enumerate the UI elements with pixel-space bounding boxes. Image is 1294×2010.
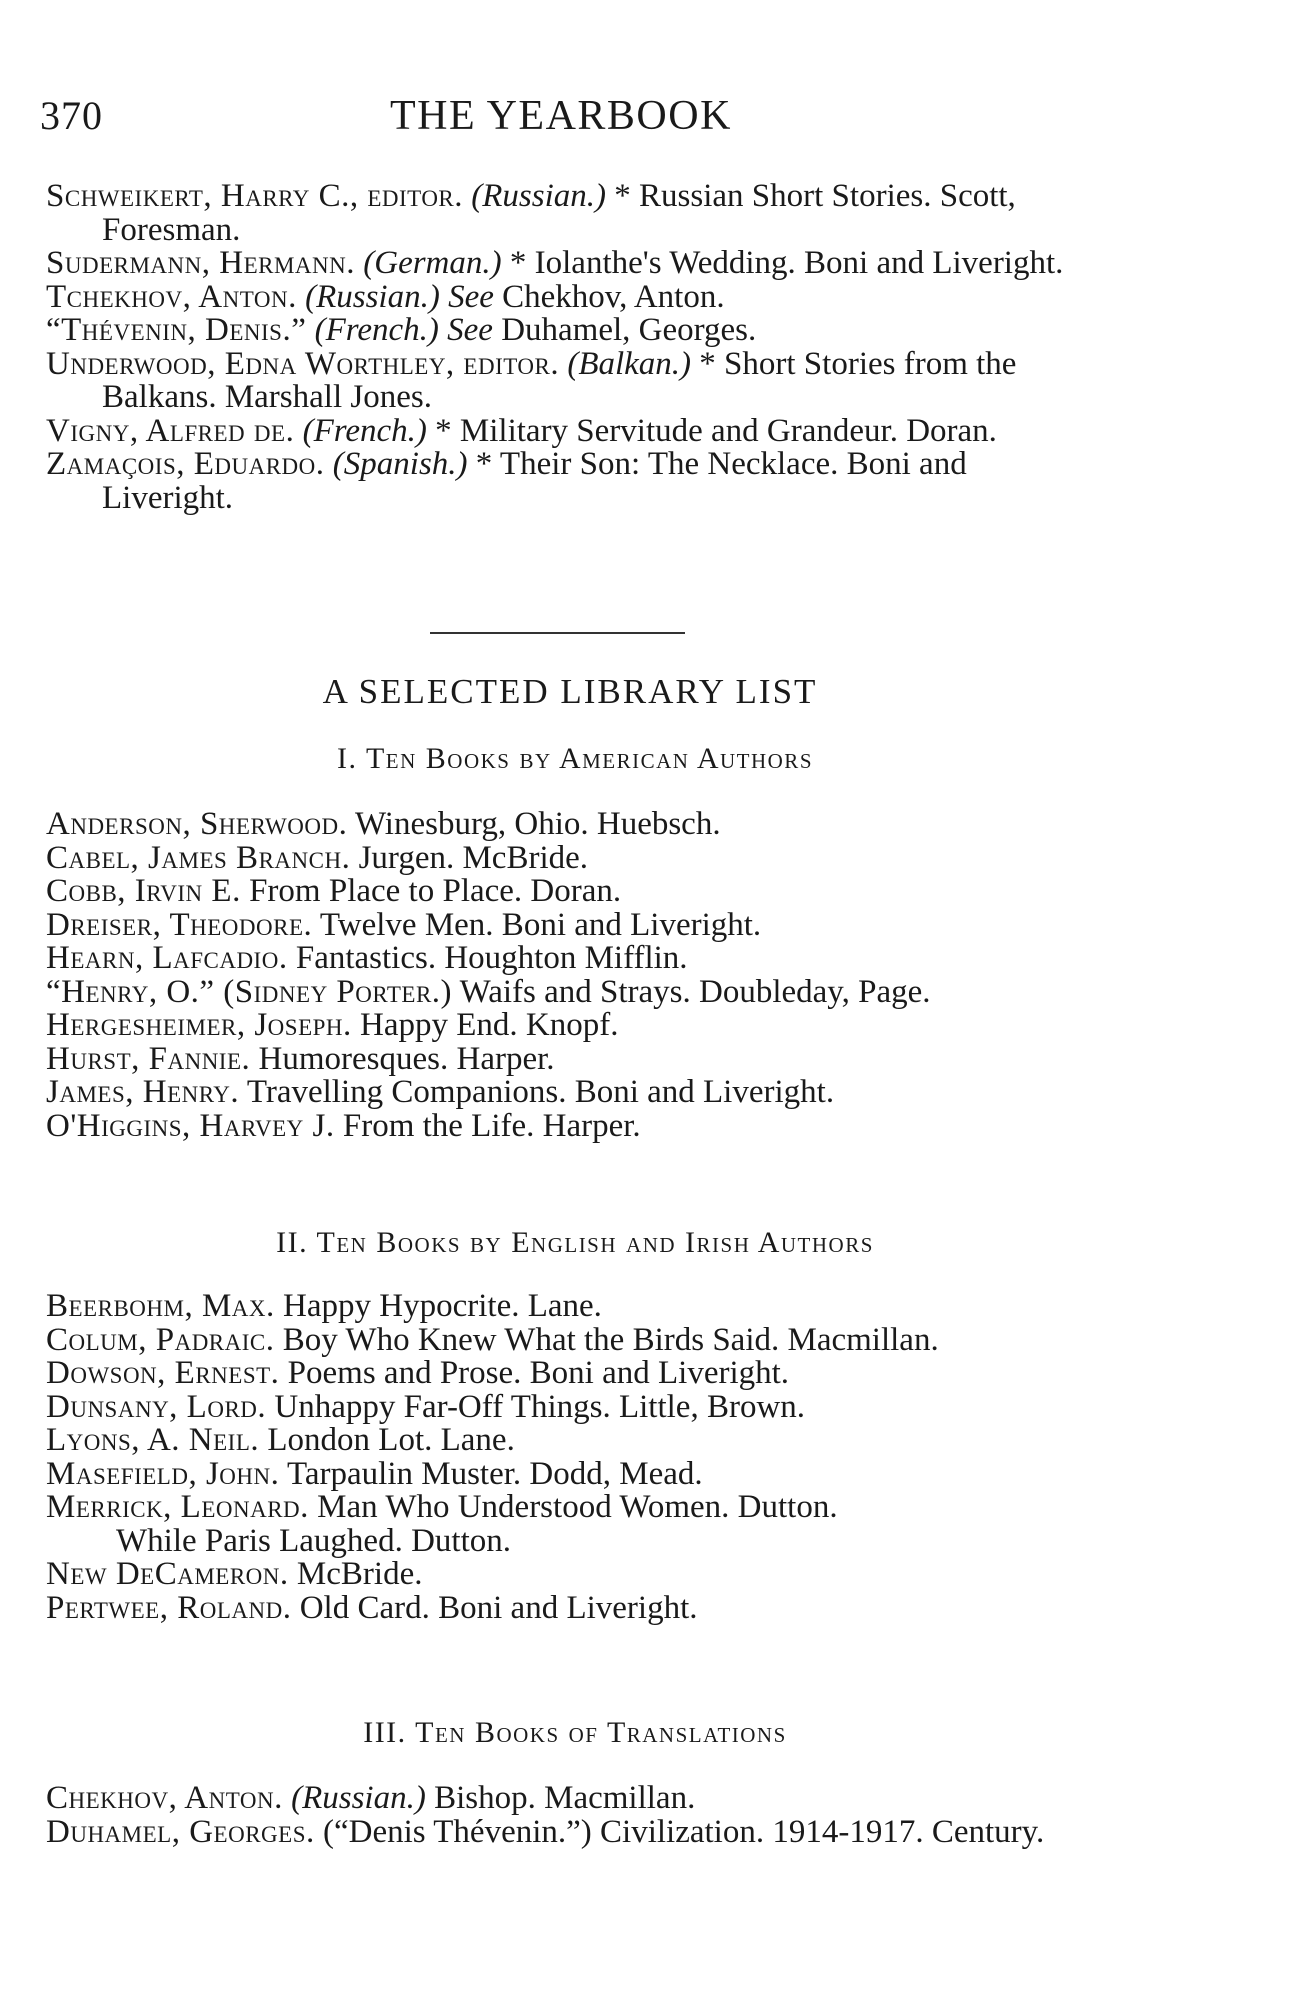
list-item: Chekhov, Anton. (Russian.) Bishop. Macmillan. <box>46 1780 696 1816</box>
running-head <box>40 92 1080 152</box>
list-item: Tchekhov, Anton. (Russian.) See Chekhov, Anton. <box>46 278 725 315</box>
library-list-title: A SELECTED LIBRARY LIST <box>322 672 818 711</box>
list-item: James, Henry. Travelling Companions. Boni and Liveright. <box>46 1074 835 1110</box>
list-item: Merrick, Leonard. Man Who Understood Women. Dutton. <box>46 1489 838 1525</box>
list-item: Hurst, Fannie. Humoresques. Harper. <box>46 1040 555 1077</box>
list-item: “Thévenin, Denis.” (French.) See Duhamel, Georges. <box>46 312 757 348</box>
list-item: Dreiser, Theodore. Twelve Men. Boni and Liveright. <box>46 906 762 943</box>
top-entry-list <box>46 180 1086 515</box>
list-item: Dunsany, Lord. Unhappy Far-Off Things. Little, Brown. <box>46 1388 806 1425</box>
list-item: Hearn, Lafcadio. Fantastics. Houghton Mifflin. <box>46 940 688 976</box>
list-item: Beerbohm, Max. Happy Hypocrite. Lane. <box>46 1288 602 1324</box>
list-item: Schweikert, Harry C., editor. (Russian.) * Russian Short Stories. Scott, Foresman. <box>46 178 1016 248</box>
section-heading-american: I. Ten Books by American Authors <box>337 742 813 775</box>
section-divider <box>430 632 685 634</box>
english-irish-authors-list <box>46 1290 1086 1625</box>
list-item: New DeCameron. McBride. <box>46 1556 423 1592</box>
list-item: Masefield, John. Tarpaulin Muster. Dodd, Mead. <box>46 1455 703 1492</box>
list-item: Zamaçois, Eduardo. (Spanish.) * Their Son: The Necklace. Boni and Liveright. <box>46 446 967 516</box>
page-number: 370 <box>40 93 103 138</box>
section-heading-english-irish: II. Ten Books by English and Irish Authors <box>276 1226 874 1259</box>
list-item: Sudermann, Hermann. (German.) * Iolanthe's Wedding. Boni and Liveright. <box>46 245 1064 281</box>
list-item: Pertwee, Roland. Old Card. Boni and Liveright. <box>46 1589 698 1626</box>
list-item: Cobb, Irvin E. From Place to Place. Doran. <box>46 873 622 909</box>
translations-list <box>46 1782 1086 1849</box>
list-item-continuation: While Paris Laughed. Dutton. <box>116 1522 512 1559</box>
running-title: THE YEARBOOK <box>390 93 732 139</box>
list-item: O'Higgins, Harvey J. From the Life. Harper. <box>46 1107 641 1144</box>
list-item: Dowson, Ernest. Poems and Prose. Boni and Liveright. <box>46 1355 790 1391</box>
list-item: Vigny, Alfred de. (French.) * Military Servitude and Grandeur. Doran. <box>46 412 997 449</box>
list-item: Cabel, James Branch. Jurgen. McBride. <box>46 839 589 876</box>
list-item: Colum, Padraic. Boy Who Knew What the Birds Said. Macmillan. <box>46 1321 939 1358</box>
list-item: Duhamel, Georges. (“Denis Thévenin.”) Civilization. 1914-1917. Century. <box>46 1813 1045 1850</box>
american-authors-list <box>46 808 1086 1143</box>
list-item: Hergesheimer, Joseph. Happy End. Knopf. <box>46 1007 619 1043</box>
list-item: Lyons, A. Neil. London Lot. Lane. <box>46 1422 515 1458</box>
list-item: “Henry, O.” (Sidney Porter.) Waifs and Strays. Doubleday, Page. <box>46 973 931 1010</box>
list-item: Anderson, Sherwood. Winesburg, Ohio. Huebsch. <box>46 806 721 842</box>
list-item: Underwood, Edna Worthley, editor. (Balkan.) * Short Stories from the Balkans. Marshall Jones. <box>46 345 1017 415</box>
section-heading-translations: III. Ten Books of Translations <box>363 1716 787 1749</box>
